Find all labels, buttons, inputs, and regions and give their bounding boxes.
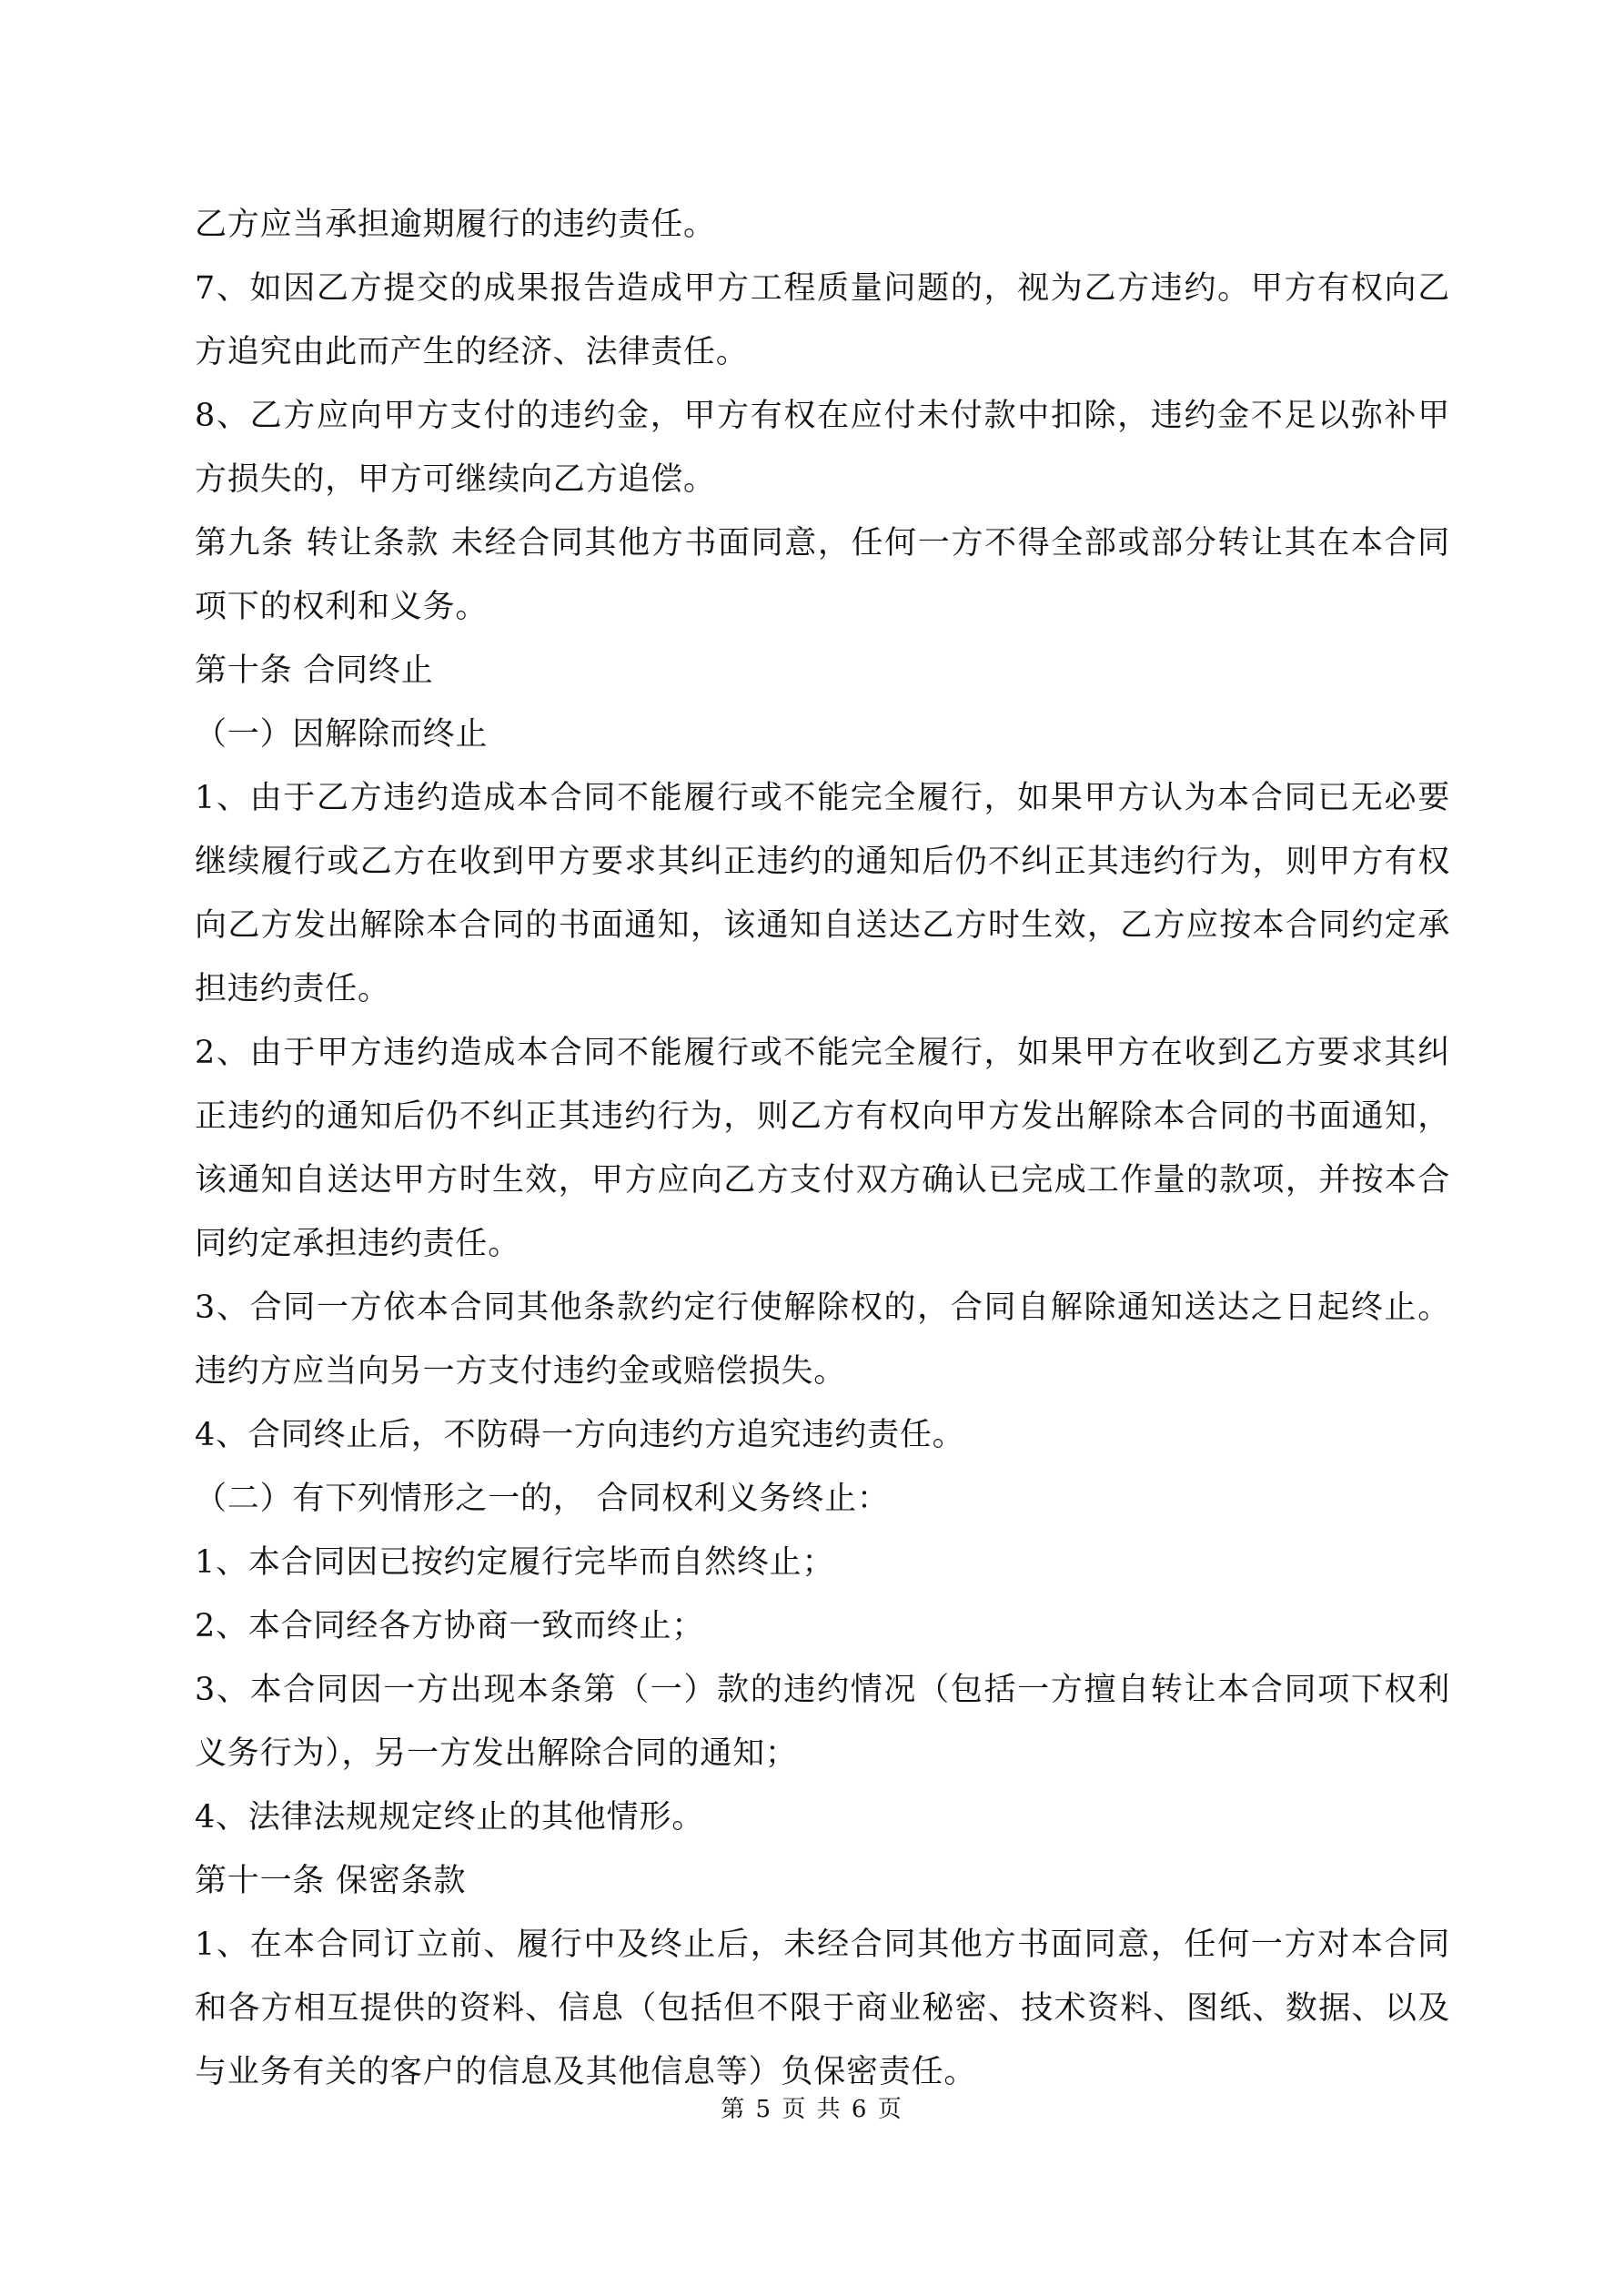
paragraph-article-9-transfer: 第九条 转让条款 未经合同其他方书面同意，任何一方不得全部或部分转让其在本合同项下的权利和义务。 <box>195 525 1450 625</box>
paragraph-confidentiality-item-1: 1、在本合同订立前、履行中及终止后，未经合同其他方书面同意，任何一方对本合同和各方相互提供的资料、信息（包括但不限于商业秘密、技术资料、图纸、数据、以及与业务有关的客户的信息及其他信息等）负保密责任。 <box>195 1927 1450 2090</box>
paragraph-clause-8: 8、乙方应向甲方支付的违约金，甲方有权在应付未付款中扣除，违约金不足以弥补甲方损失的，甲方可继续向乙方追偿。 <box>195 398 1450 498</box>
subheading-termination-by-rescission: （一）因解除而终止 <box>195 716 489 753</box>
heading-article-10-termination: 第十条 合同终止 <box>195 652 434 689</box>
paragraph-termination-item-2: 2、由于甲方违约造成本合同不能履行或不能完全履行，如果甲方在收到乙方要求其纠正违约的通知后仍不纠正其违约行为，则乙方有权向甲方发出解除本合同的书面通知，该通知自送达甲方时生效，甲方应向乙方支付双方确认已完成工作量的款项，并按本合同约定承担违约责任。 <box>195 1035 1450 1262</box>
paragraph-termination-item-3: 3、合同一方依本合同其他条款约定行使解除权的，合同自解除通知送达之日起终止。违约方应当向另一方支付违约金或赔偿损失。 <box>195 1290 1450 1390</box>
paragraph-termination-item-4: 4、合同终止后，不防碍一方向违约方追究违约责任。 <box>195 1417 965 1453</box>
page-footer: 第 5 页 共 6 页 <box>721 2096 903 2123</box>
paragraph-circumstance-2: 2、本合同经各方协商一致而终止； <box>195 1608 705 1644</box>
paragraph-clause-7: 7、如因乙方提交的成果报告造成甲方工程质量问题的，视为乙方违约。甲方有权向乙方追究由此而产生的经济、法律责任。 <box>195 270 1450 370</box>
paragraph-circumstance-3: 3、本合同因一方出现本条第（一）款的违约情况（包括一方擅自转让本合同项下权利义务行为），另一方发出解除合同的通知； <box>195 1672 1450 1772</box>
paragraph-circumstance-4: 4、法律法规规定终止的其他情形。 <box>195 1799 705 1836</box>
paragraph-termination-item-1: 1、由于乙方违约造成本合同不能履行或不能完全履行，如果甲方认为本合同已无必要继续履行或乙方在收到甲方要求其纠正违约的通知后仍不纠正其违约行为，则甲方有权向乙方发出解除本合同的书面通知，该通知自送达乙方时生效，乙方应按本合同约定承担违约责任。 <box>195 780 1450 1007</box>
subheading-termination-circumstances: （二）有下列情形之一的， 合同权利义务终止： <box>195 1481 890 1517</box>
paragraph-liability-continuation: 乙方应当承担逾期履行的违约责任。 <box>195 207 716 243</box>
heading-article-11-confidentiality: 第十一条 保密条款 <box>195 1863 467 1899</box>
paragraph-circumstance-1: 1、本合同因已按约定履行完毕而自然终止； <box>195 1544 835 1581</box>
document-body <box>195 193 1450 2104</box>
